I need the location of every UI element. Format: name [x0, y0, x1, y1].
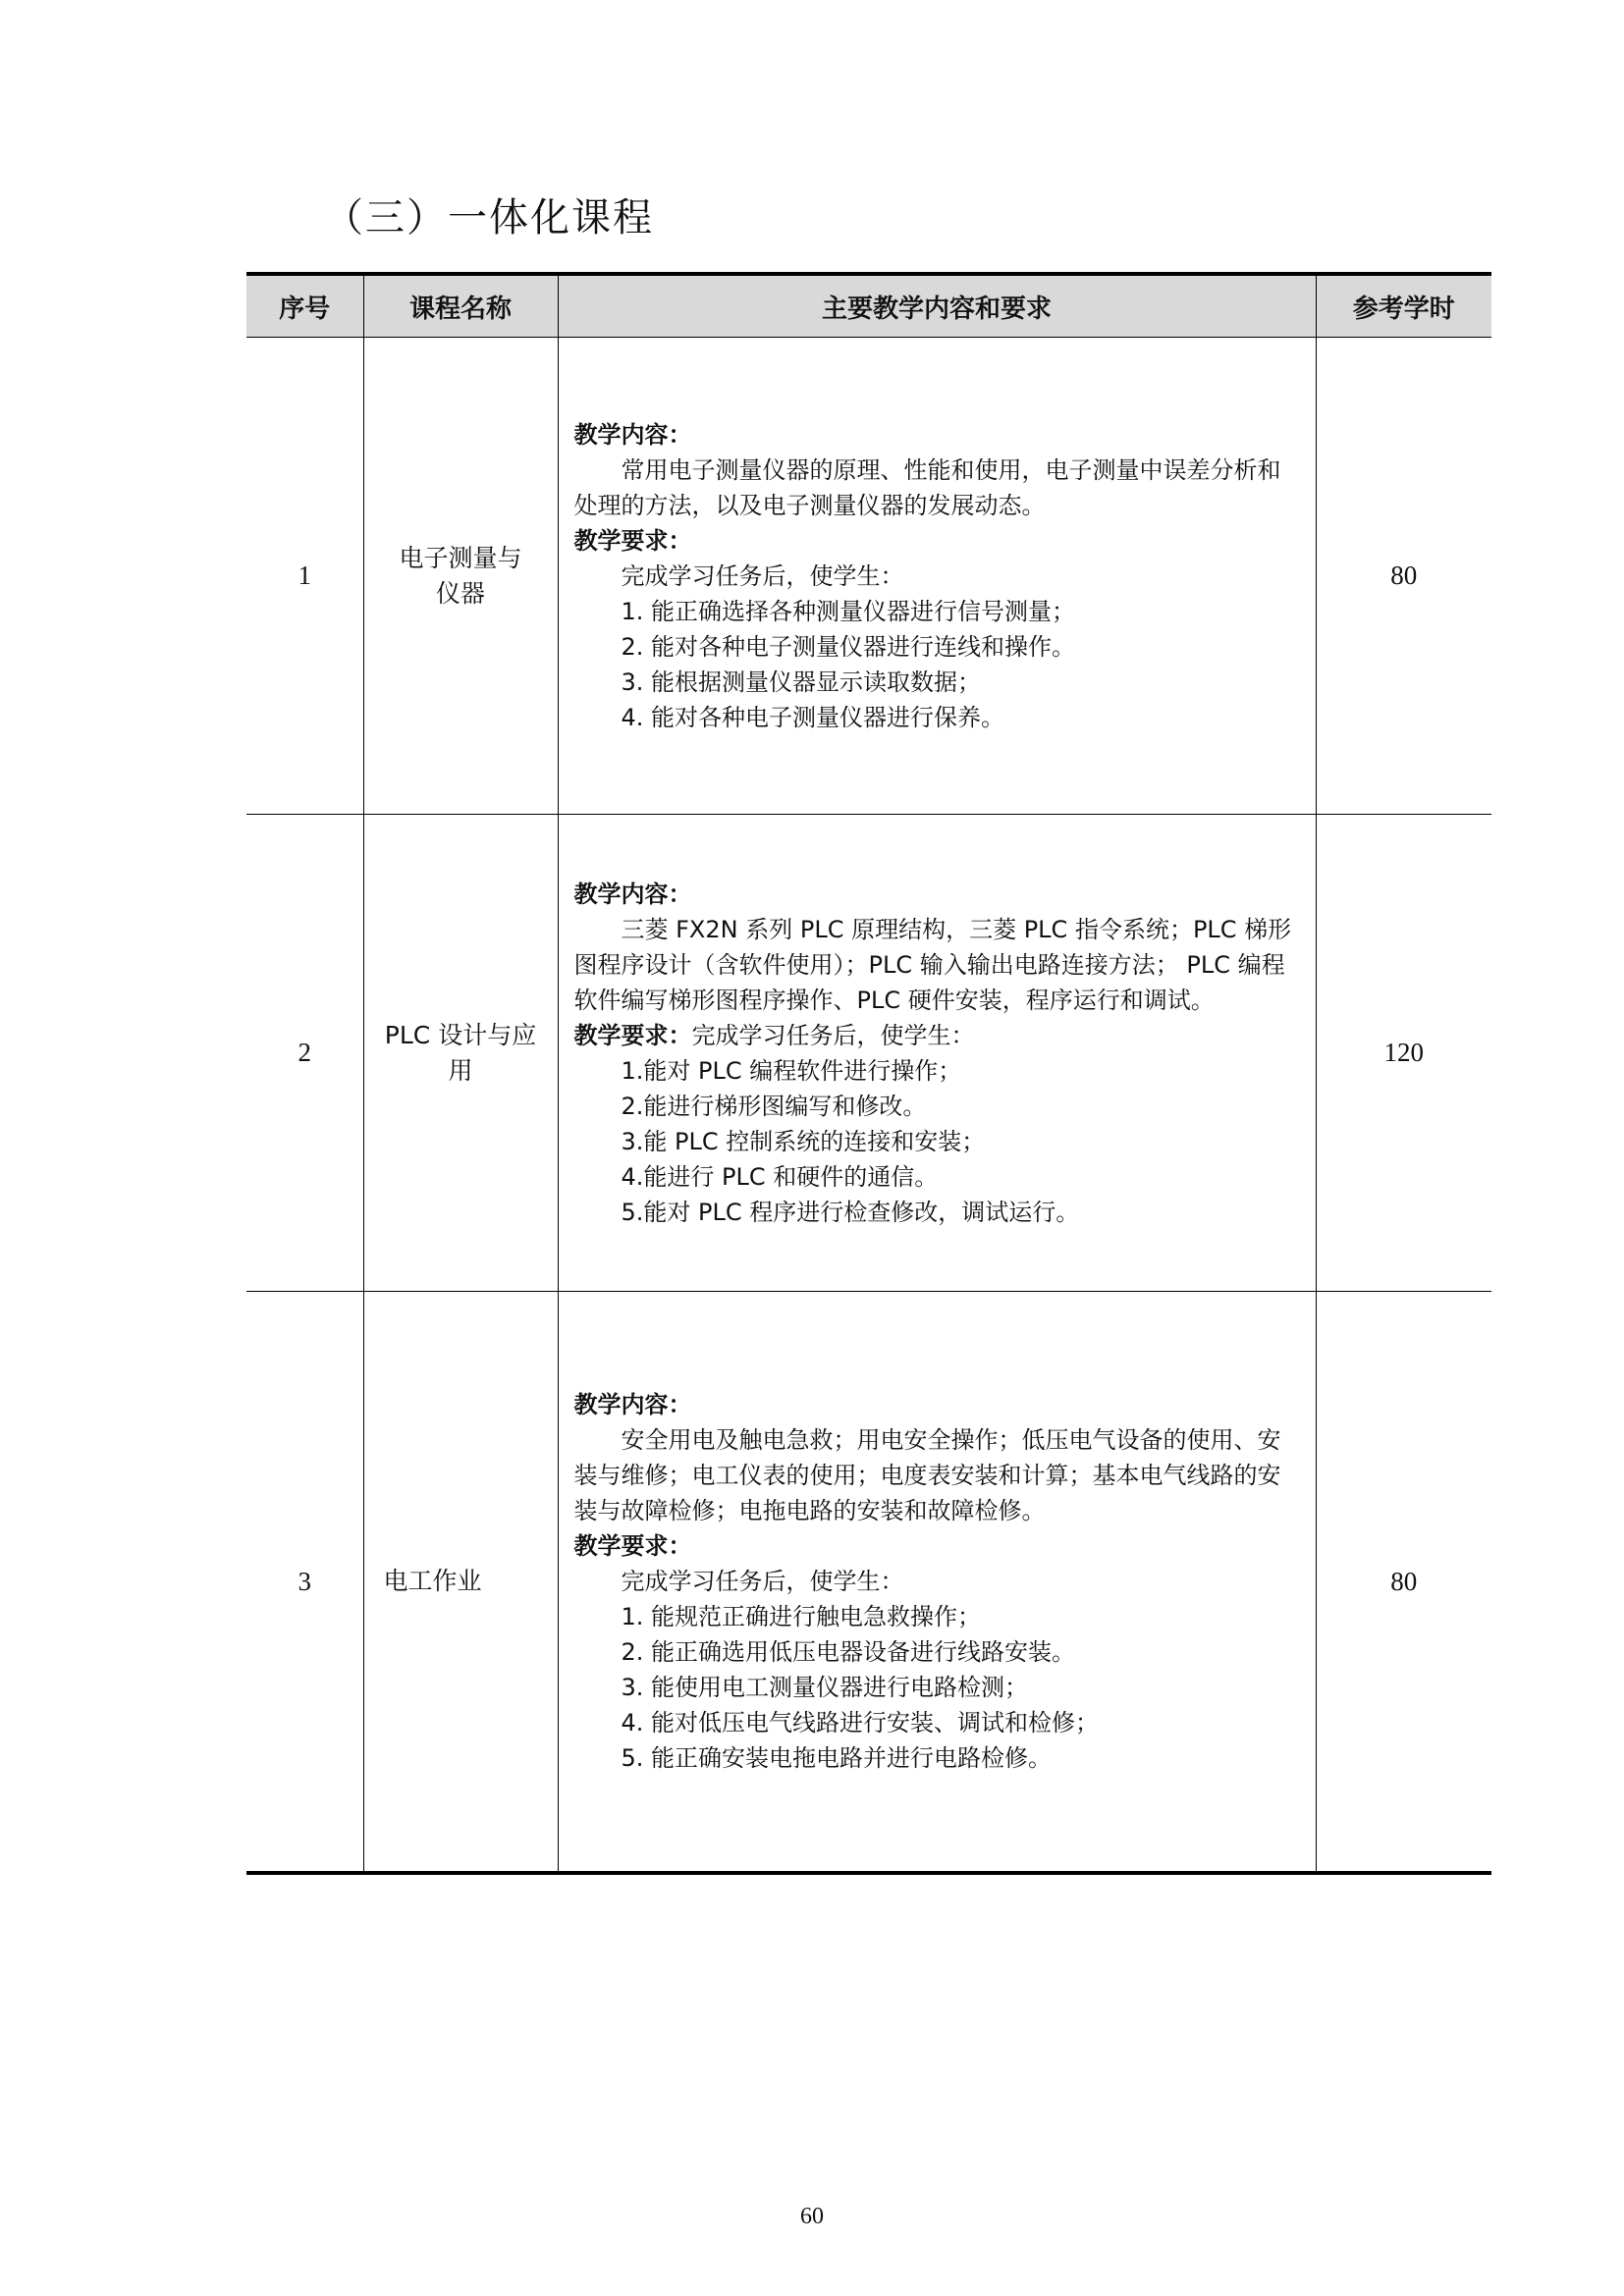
header-hours: 参考学时: [1316, 274, 1491, 338]
requirement-item: 3. 能根据测量仪器显示读取数据；: [621, 667, 982, 696]
header-no: 序号: [246, 274, 363, 338]
requirement-item: 5. 能正确安装电拖电路并进行电路检修。: [621, 1744, 1053, 1772]
table-row: [246, 1292, 1491, 1874]
course-content: [558, 815, 1316, 1292]
course-name: 电工作业: [363, 1292, 558, 1874]
requirement-item: 1.能对 PLC 编程软件进行操作；: [621, 1056, 962, 1085]
content-heading: 教学内容：: [573, 420, 692, 449]
requirement-item: 1. 能正确选择各种测量仪器进行信号测量；: [621, 597, 1076, 625]
course-hours: 80: [1316, 1292, 1491, 1874]
course-table: [246, 272, 1491, 1875]
course-hours: 120: [1316, 815, 1491, 1292]
content-heading: 教学内容：: [573, 880, 692, 908]
content-text: 三菱 FX2N 系列 PLC 原理结构，三菱 PLC 指令系统；PLC 梯形图程序设计（含软件使用）；PLC 输入输出电路连接方法； PLC 编程软件编写梯形图程序操作、PLC 硬件安装，程序运行和调试。: [573, 915, 1292, 1014]
requirement-intro: 完成学习任务后，使学生：: [621, 1568, 904, 1595]
row-number: 3: [298, 1566, 311, 1596]
requirement-item: 2. 能正确选用低压电器设备进行线路安装。: [621, 1638, 1076, 1666]
course-hours: 80: [1316, 338, 1491, 815]
content-text: 安全用电及触电急救；用电安全操作；低压电气设备的使用、安装与维修；电工仪表的使用；电度表安装和计算；基本电气线路的安装与故障检修；电拖电路的安装和故障检修。: [573, 1426, 1281, 1524]
course-name: PLC 设计与应用: [363, 815, 558, 1292]
table-header-row: [246, 274, 1491, 338]
requirement-heading: 教学要求：: [573, 1021, 692, 1049]
table-row: [246, 338, 1491, 815]
content-heading: 教学内容：: [573, 1391, 692, 1418]
section-title: （三）一体化课程: [324, 195, 654, 240]
course-name: 电子测量与仪器: [363, 338, 558, 815]
row-number: 2: [246, 815, 363, 1292]
page-number: 60: [800, 2204, 824, 2229]
requirement-item: 4.能进行 PLC 和硬件的通信。: [621, 1162, 939, 1191]
course-content: [558, 1292, 1316, 1874]
requirement-item: 4. 能对各种电子测量仪器进行保养。: [621, 703, 1005, 731]
table-row: [246, 815, 1491, 1292]
row-number: 1: [246, 338, 363, 815]
requirement-item: 3. 能使用电工测量仪器进行电路检测；: [621, 1674, 1029, 1701]
header-content: 主要教学内容和要求: [558, 274, 1316, 338]
requirement-item: 3.能 PLC 控制系统的连接和安装；: [621, 1127, 986, 1155]
requirement-item: 5.能对 PLC 程序进行检查修改，调试运行。: [621, 1198, 1080, 1226]
requirement-item: 1. 能规范正确进行触电急救操作；: [621, 1603, 982, 1630]
header-name: 课程名称: [363, 274, 558, 338]
requirement-heading: 教学要求：: [573, 1532, 692, 1560]
requirement-heading: 教学要求：: [573, 526, 692, 555]
requirement-item: 2.能进行梯形图编写和修改。: [621, 1092, 927, 1120]
requirement-item: 2. 能对各种电子测量仪器进行连线和操作。: [621, 632, 1076, 661]
content-text: 常用电子测量仪器的原理、性能和使用，电子测量中误差分析和处理的方法，以及电子测量仪器的发展动态。: [573, 455, 1281, 519]
requirement-intro: 完成学习任务后，使学生：: [691, 1021, 975, 1049]
course-content: [558, 338, 1316, 815]
requirement-item: 4. 能对低压电气线路进行安装、调试和检修；: [621, 1709, 1100, 1736]
requirement-intro: 完成学习任务后，使学生：: [621, 561, 904, 590]
